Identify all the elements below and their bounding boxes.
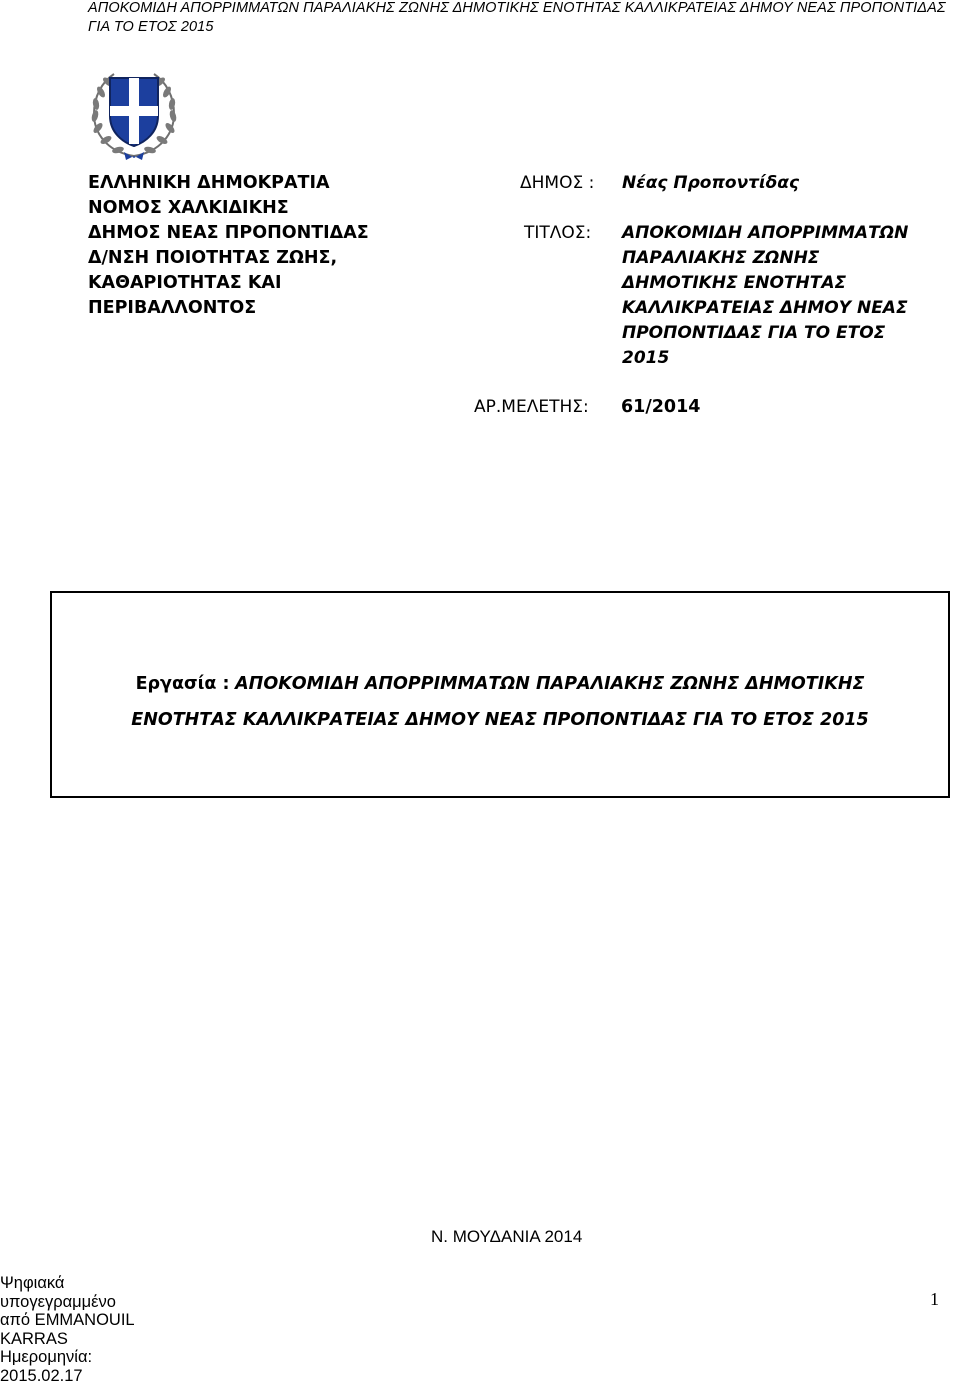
signature-line: KARRAS xyxy=(0,1329,68,1348)
work-title-part-2: ΕΝΟΤΗΤΑΣ ΚΑΛΛΙΚΡΑΤΕΙΑΣ ΔΗΜΟΥ ΝΕΑΣ ΠΡΟΠΟΝΤΙΔΑΣ ΓΙΑ ΤΟ ΕΤΟΣ 2015 xyxy=(131,710,869,730)
signature-line: 2015.02.17 xyxy=(0,1366,83,1385)
study-number-value: 61/2014 xyxy=(621,397,701,417)
issuer-line: ΠΕΡΙΒΑΛΛΟΝΤΟΣ xyxy=(88,298,257,318)
signature-line: υπογεγραμμένο xyxy=(0,1292,116,1311)
issuer-line: ΕΛΛΗΝΙΚΗ ΔΗΜΟΚΡΑΤΙΑ xyxy=(88,173,330,193)
municipality-label: ΔΗΜΟΣ : xyxy=(520,173,595,193)
issuer-line: ΔΗΜΟΣ ΝΕΑΣ ΠΡΟΠΟΝΤΙΔΑΣ xyxy=(88,223,369,243)
title-label: ΤΙΤΛΟΣ: xyxy=(524,223,592,243)
work-title-part-1: ΑΠΟΚΟΜΙΔΗ ΑΠΟΡΡΙΜΜΑΤΩΝ ΠΑΡΑΛΙΑΚΗΣ ΖΩΝΗΣ ΔΗΜΟΤΙΚΗΣ xyxy=(235,674,865,694)
digital-signature xyxy=(0,1274,160,1386)
work-label: Εργασία : xyxy=(135,674,230,694)
title-line: ΠΑΡΑΛΙΑΚΗΣ ΖΩΝΗΣ xyxy=(622,248,820,268)
issuer-line: ΝΟΜΟΣ ΧΑΛΚΙΔΙΚΗΣ xyxy=(88,198,289,218)
title-line: 2015 xyxy=(622,348,670,368)
issuer-block xyxy=(88,171,418,321)
study-number-label: ΑΡ.ΜΕΛΕΤΗΣ: xyxy=(474,397,589,417)
title-line: ΑΠΟΚΟΜΙΔΗ ΑΠΟΡΡΙΜΜΑΤΩΝ xyxy=(622,223,909,243)
work-description-box xyxy=(50,591,950,798)
signature-line: Ημερομηνία: xyxy=(0,1348,93,1367)
issuer-line: ΚΑΘΑΡΙΟΤΗΤΑΣ ΚΑΙ xyxy=(88,273,282,293)
title-line: ΔΗΜΟΤΙΚΗΣ ΕΝΟΤΗΤΑΣ xyxy=(622,273,847,293)
place-date: Ν. ΜΟΥΔΑΝΙΑ 2014 xyxy=(431,1227,583,1246)
running-header xyxy=(88,0,960,37)
running-header-title: ΑΠΟΚΟΜΙΔΗ ΑΠΟΡΡΙΜΜΑΤΩΝ ΠΑΡΑΛΙΑΚΗΣ ΖΩΝΗΣ ΔΗΜΟΤΙΚΗΣ ΕΝΟΤΗΤΑΣ ΚΑΛΛΙΚΡΑΤΕΙΑΣ ΔΗΜΟΥ ΝΕΑΣ ΠΡΟΠΟΝΤΙΔΑΣ ΓΙΑ ΤΟ ΕΤΟΣ 2015 xyxy=(88,0,946,35)
title-line: ΠΡΟΠΟΝΤΙΔΑΣ ΓΙΑ ΤΟ ΕΤΟΣ xyxy=(622,323,886,343)
issuer-line: Δ/ΝΣΗ ΠΟΙΟΤΗΤΑΣ ΖΩΗΣ, xyxy=(88,248,338,268)
municipality-value: Νέας Προποντίδας xyxy=(622,173,800,193)
page-number: 1 xyxy=(930,1289,939,1309)
signature-line: από EMMANOUIL xyxy=(0,1311,135,1330)
title-line: ΚΑΛΛΙΚΡΑΤΕΙΑΣ ΔΗΜΟΥ ΝΕΑΣ xyxy=(622,298,908,318)
title-value xyxy=(622,221,908,371)
signature-line: Ψηφιακά xyxy=(0,1274,65,1292)
coat-of-arms-icon xyxy=(86,64,182,162)
work-line-1 xyxy=(52,671,948,697)
